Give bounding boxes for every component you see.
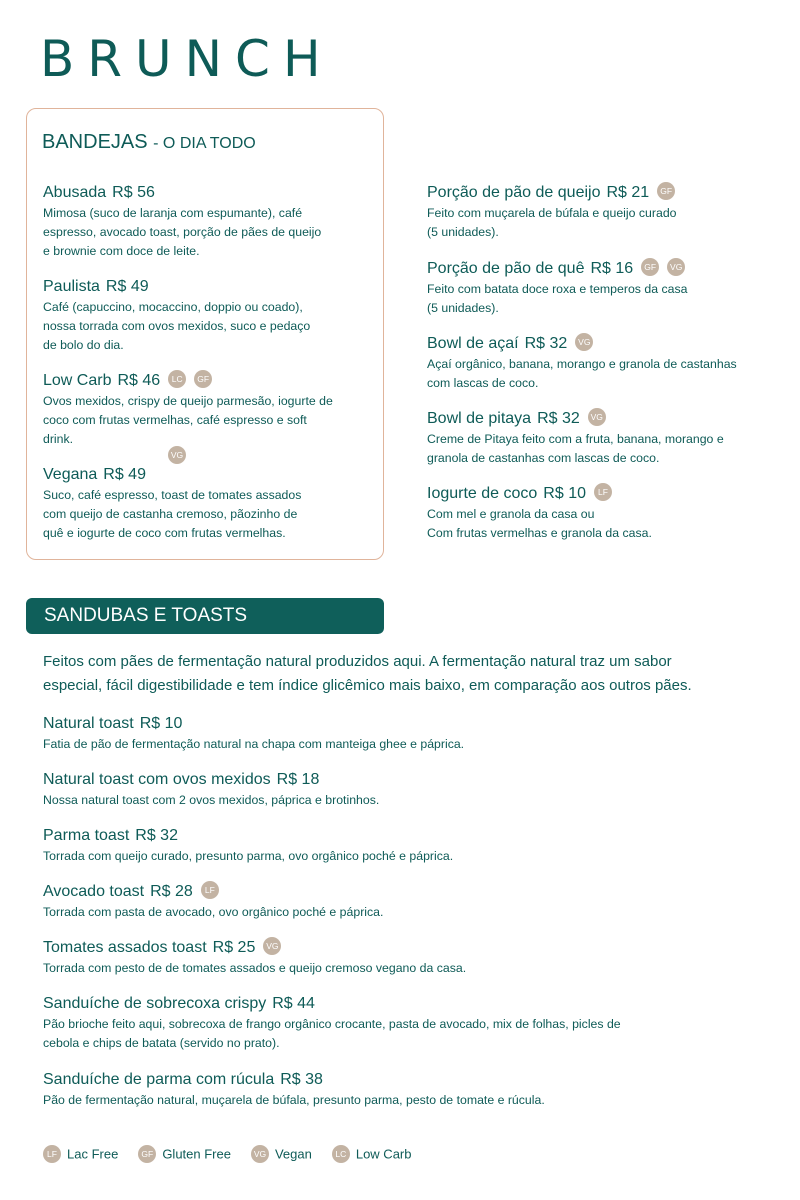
menu-item [427, 409, 777, 468]
menu-item-description [43, 298, 373, 355]
description-line: Creme de Pitaya feito com a fruta, banana, morango e [427, 432, 724, 446]
menu-item [43, 371, 373, 449]
diet-badge-icon: LC [168, 370, 186, 388]
menu-item-price: R$ 38 [280, 1071, 323, 1088]
menu-item-price: R$ 46 [117, 372, 161, 389]
menu-item-price: R$ 25 [212, 939, 256, 956]
page-title: BRUNCH [40, 30, 334, 88]
menu-item-header [43, 277, 373, 297]
menu-item-price: R$ 16 [590, 260, 634, 277]
legend-label: Lac Free [67, 1146, 119, 1162]
description-line: com lascas de coco. [427, 376, 539, 390]
diet-badge-icon: VG [575, 333, 593, 351]
description-line: granola de castanhas com lascas de coco. [427, 451, 660, 465]
diet-badge-icon: LF [201, 881, 219, 899]
diet-badge-icon: GF [641, 258, 659, 276]
description-line: (5 unidades). [427, 301, 499, 315]
menu-item-name: Parma toast [43, 827, 130, 844]
menu-item [427, 183, 777, 242]
description-line: de bolo do dia. [43, 338, 124, 352]
description-line: drink. [43, 432, 74, 446]
menu-item [43, 938, 763, 978]
menu-item [427, 334, 777, 393]
diet-badge-icon: VG [168, 446, 186, 464]
description-line: Café (capuccino, mocaccino, doppio ou coado), [43, 300, 303, 314]
menu-item-name: Tomates assados toast [43, 939, 207, 956]
menu-item-price: R$ 32 [135, 827, 178, 844]
menu-item-header [43, 826, 763, 846]
menu-item-description [427, 204, 777, 242]
bandejas-heading [42, 131, 256, 154]
description-line: e brownie com doce de leite. [43, 244, 200, 258]
description-line: quê e iogurte de coco com frutas vermelhas. [43, 526, 286, 540]
menu-item-header [43, 938, 763, 958]
description-line: Feito com muçarela de búfala e queijo curado [427, 206, 677, 220]
menu-item [43, 882, 763, 922]
menu-item-name: Bowl de pitaya [427, 410, 532, 427]
bandejas-heading-text: BANDEJAS [42, 131, 148, 153]
menu-item-description [43, 847, 763, 866]
menu-item [43, 826, 763, 866]
menu-item-description [427, 280, 777, 318]
menu-item-description [427, 430, 777, 468]
menu-item [43, 714, 763, 754]
menu-item-price: R$ 18 [276, 771, 320, 788]
menu-item-header [43, 1070, 763, 1090]
intro-line: Feitos com pães de fermentação natural produzidos aqui. A fermentação natural traz um sabor [43, 653, 672, 670]
menu-item-price: R$ 21 [606, 184, 650, 201]
description-line: (5 unidades). [427, 225, 499, 239]
menu-item-price: R$ 32 [537, 410, 580, 427]
diet-badge-icon: VG [251, 1145, 269, 1163]
menu-item-header [427, 484, 777, 504]
description-line: com queijo de castanha cremoso, pãozinho de [43, 507, 298, 521]
menu-item-name: Avocado toast [43, 883, 145, 900]
menu-item-header [43, 183, 373, 203]
diet-badge-icon: GF [194, 370, 212, 388]
legend-item [138, 1146, 231, 1164]
menu-item [43, 183, 373, 261]
menu-item-description [43, 486, 373, 543]
menu-item-name: Low Carb [43, 372, 112, 389]
legend-item [43, 1146, 118, 1164]
menu-item [43, 770, 763, 810]
menu-item [43, 1070, 763, 1110]
diet-badge-icon: LF [594, 483, 612, 501]
menu-item-name: Bowl de açaí [427, 335, 519, 352]
diet-badge-icon: GF [657, 182, 675, 200]
menu-item-price: R$ 10 [543, 485, 586, 502]
description-line: Torrada com pesto de de tomates assados e queijo cremoso vegano da casa. [43, 961, 467, 975]
intro-line: especial, fácil digestibilidade e tem índice glicêmico mais baixo, em comparação aos outros pães. [43, 677, 692, 694]
menu-item-header [427, 259, 777, 279]
menu-item-name: Porção de pão de queijo [427, 184, 601, 201]
description-line: Fatia de pão de fermentação natural na chapa com manteiga ghee e páprica. [43, 737, 465, 751]
menu-item-description [43, 903, 763, 922]
diet-badge-icon: LC [332, 1145, 350, 1163]
diet-badge-icon: VG [588, 408, 606, 426]
menu-item-description [43, 959, 763, 978]
description-line: Mimosa (suco de laranja com espumante), café [43, 206, 303, 220]
legend-label: Gluten Free [162, 1146, 231, 1162]
diet-badge-icon: LF [43, 1145, 61, 1163]
menu-item-name: Sanduíche de sobrecoxa crispy [43, 995, 267, 1012]
menu-item-name: Sanduíche de parma com rúcula [43, 1071, 275, 1088]
menu-item-name: Iogurte de coco [427, 485, 538, 502]
menu-item-description [43, 735, 763, 754]
legend-item [251, 1146, 312, 1164]
description-line: Feito com batata doce roxa e temperos da casa [427, 282, 688, 296]
menu-item-name: Vegana [43, 466, 98, 483]
menu-item [43, 465, 373, 543]
menu-item-header [43, 882, 763, 902]
menu-item-price: R$ 10 [139, 715, 183, 732]
description-line: coco com frutas vermelhas, café espresso e soft [43, 413, 307, 427]
bandejas-subheading: - O DIA TODO [153, 135, 256, 152]
menu-item-header [427, 334, 777, 354]
description-line: Açaí orgânico, banana, morango e granola de castanhas [427, 357, 737, 371]
menu-item-price: R$ 49 [105, 278, 149, 295]
legend-label: Low Carb [355, 1146, 412, 1162]
menu-item-description [43, 791, 763, 810]
menu-item-price: R$ 56 [112, 184, 155, 201]
menu-item-description [43, 204, 373, 261]
diet-legend [43, 1146, 431, 1164]
menu-item [43, 277, 373, 355]
description-line: Pão de fermentação natural, muçarela de búfala, presunto parma, pesto de tomate e rúcula. [43, 1093, 545, 1107]
description-line: Torrada com pasta de avocado, ovo orgânico poché e páprica. [43, 905, 384, 919]
menu-item-header [43, 994, 763, 1014]
menu-item-name: Porção de pão de quê [427, 260, 585, 277]
description-line: Com frutas vermelhas e granola da casa. [427, 526, 652, 540]
sandubas-section-bar: SANDUBAS E TOASTS [26, 598, 384, 634]
description-line: espresso, avocado toast, porção de pães de queijo [43, 225, 322, 239]
menu-item [43, 994, 763, 1053]
menu-item-header [43, 465, 373, 485]
description-line: nossa torrada com ovos mexidos, suco e pedaço [43, 319, 311, 333]
menu-item [427, 259, 777, 318]
menu-item-description [43, 1091, 763, 1110]
description-line: Nossa natural toast com 2 ovos mexidos, páprica e brotinhos. [43, 793, 380, 807]
legend-label: Vegan [274, 1146, 312, 1162]
menu-item-header [427, 409, 777, 429]
menu-item-name: Natural toast com ovos mexidos [43, 771, 271, 788]
menu-item-description [43, 1015, 763, 1053]
menu-item-header [43, 371, 373, 391]
sandubas-intro [43, 650, 763, 698]
description-line: Com mel e granola da casa ou [427, 507, 595, 521]
menu-item-price: R$ 32 [524, 335, 568, 352]
menu-item [427, 484, 777, 543]
menu-item-price: R$ 49 [103, 466, 146, 483]
menu-item-description [427, 355, 777, 393]
description-line: Torrada com queijo curado, presunto parma, ovo orgânico poché e páprica. [43, 849, 454, 863]
legend-item [332, 1146, 412, 1164]
menu-item-header [43, 770, 763, 790]
diet-badge-icon: VG [667, 258, 685, 276]
menu-item-header [427, 183, 777, 203]
menu-item-price: R$ 44 [272, 995, 315, 1012]
description-line: Ovos mexidos, crispy de queijo parmesão, iogurte de [43, 394, 333, 408]
menu-item-name: Abusada [43, 184, 107, 201]
menu-item-name: Paulista [43, 278, 100, 295]
diet-badge-icon: GF [138, 1145, 156, 1163]
menu-item-description [43, 392, 373, 449]
diet-badge-icon: VG [263, 937, 281, 955]
description-line: Pão brioche feito aqui, sobrecoxa de frango orgânico crocante, pasta de avocado, mix de folhas, picles de [43, 1017, 621, 1031]
description-line: cebola e chips de batata (servido no prato). [43, 1036, 280, 1050]
menu-item-price: R$ 28 [150, 883, 193, 900]
description-line: Suco, café espresso, toast de tomates assados [43, 488, 302, 502]
menu-item-header [43, 714, 763, 734]
menu-item-name: Natural toast [43, 715, 134, 732]
menu-item-description [427, 505, 777, 543]
